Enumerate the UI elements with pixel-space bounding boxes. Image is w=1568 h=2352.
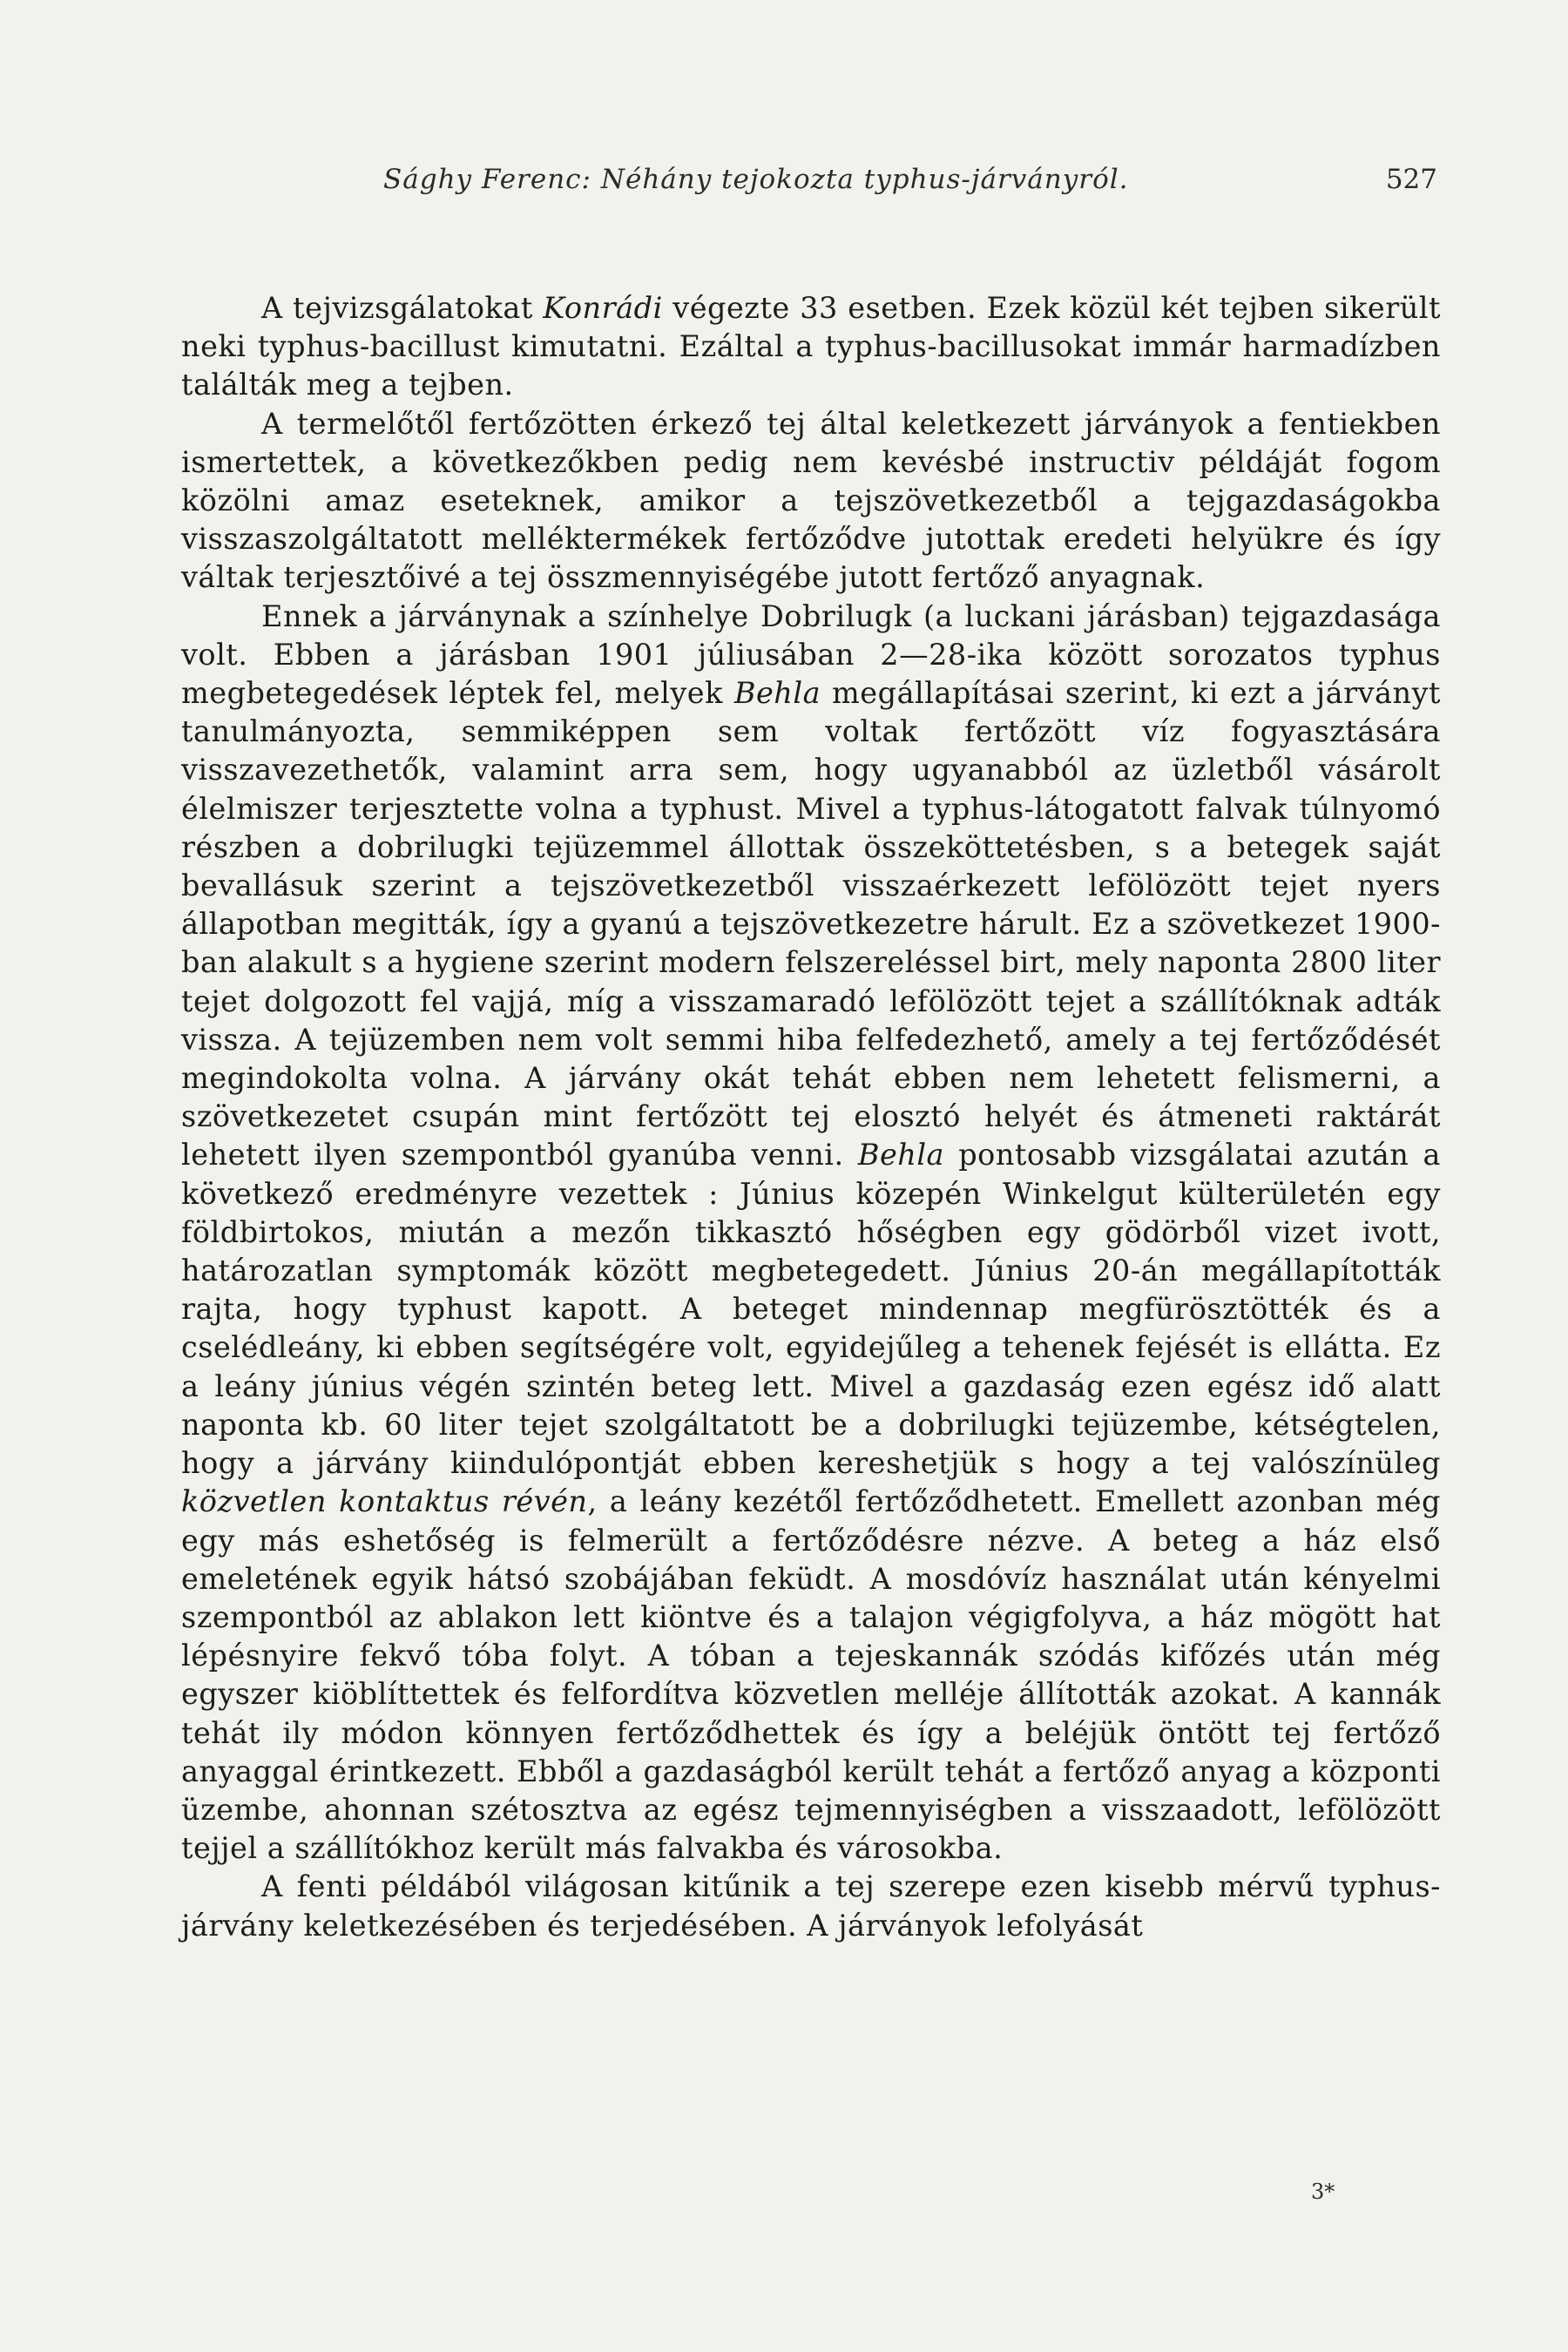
text-run: A termelőtől fertőzötten érkező tej által keletkezett járványok a fentiekben ismertettek, a következőkben pedig nem kevésbé instructiv példáját fogom közölni amaz eseteknek, amikor a tejszövetkezetből a tejgazdaságokba visszaszolgáltatott melléktermékek fertőződve jutottak eredeti helyükre és így váltak terjesztőivé a tej összmennyiségébe jutott fertőző anyagnak. [181, 406, 1441, 595]
text-run: , a leány kezétől fertőződhetett. Emellett azonban még egy más eshetőség is felmerült a fertőződésre nézve. A beteg a ház első emeletének egyik hátsó szobájában feküdt. A mosdóvíz használat után kényelmi szempontból az ablakon lett kiöntve és a talajon végigfolyva, a ház mögött hat lépésnyire fekvő tóba folyt. A tóban a tejeskannák szódás kifőzés után még egyszer kiöblíttettek és felfordítva közvetlen melléje állították azokat. A kannák tehát ily módon könnyen fertőződhettek és így a beléjük öntött tej fertőző anyaggal érintkezett. Ebből a gazdaságból került tehát a fertőző anyag a központi üzembe, ahonnan szétosztva az egész tejmennyiségben a visszaadott, lefölözött tejjel a szállítókhoz került más falvakba és városokba. [181, 1484, 1441, 1866]
paragraph [181, 405, 1441, 598]
paragraph [181, 598, 1441, 1869]
body-text [181, 289, 1441, 1945]
paragraph [181, 289, 1441, 405]
text-run: A tejvizsgálatokat [261, 291, 544, 325]
page-number: 527 [1385, 164, 1437, 195]
page-header [183, 164, 1437, 199]
italic-name: Behla [733, 676, 821, 711]
paragraph [181, 1868, 1441, 1944]
text-run: megállapításai szerint, ki ezt a járványt tanulmányozta, semmiképpen sem voltak fertőzött víz fogyasztására visszavezethetők, valamint arra sem, hogy ugyanabból az üzletből vásárolt élelmiszer terjesztette volna a typhust. Mivel a typhus-látogatott falvak túlnyomó részben a dobrilugki tejüzemmel állottak összeköttetésben, s a betegek saját bevallásuk szerint a tejszövetkezetből visszaérkezett lefölözött tejet nyers állapotban megitták, így a gyanú a tejszövetkezetre hárult. Ez a szövetkezet 1900-ban alakult s a hygiene szerint modern felszereléssel birt, mely naponta 2800 liter tejet dolgozott fel vajjá, míg a visszamaradó lefölözött tejet a szállítóknak adták vissza. A tejüzemben nem volt semmi hiba felfedezhető, amely a tej fertőződését megindokolta volna. A járvány okát tehát ebben nem lehetett felismerni, a szövetkezetet csupán mint fertőzött tej elosztó helyét és átmeneti raktárát lehetett ilyen szempontból gyanúba venni. [181, 676, 1441, 1173]
running-title: Sághy Ferenc: Néhány tejokozta typhus-járványról. [383, 164, 1129, 195]
italic-name: Konrádi [543, 291, 663, 325]
signature-mark: 3* [1311, 2180, 1335, 2204]
italic-name: Behla [857, 1138, 945, 1173]
text-run: Ennek a járványnak a színhelye Dobrilugk (a luckani járásban) tejgazdasága volt. Ebben a járásban 1901 júliusában 2—28-ika között sorozatos typhus megbetegedések léptek fel, melyek [181, 598, 1441, 711]
italic-name: közvetlen kontaktus révén [181, 1484, 588, 1519]
text-run: végezte 33 esetben. Ezek közül két tejben sikerült neki typhus-bacillust kimutatni. Ezáltal a typhus-bacillusokat immár harmadízben találták meg a tejben. [181, 291, 1441, 402]
text-run: A fenti példából világosan kitűnik a tej szerepe ezen kisebb mérvű typhus-járvány keletkezésében és terjedésében. A járványok lefolyását [181, 1869, 1441, 1943]
text-run: pontosabb vizsgálatai azután a következő eredményre vezettek : Június közepén Winkelgut külterületén egy földbirtokos, miután a mezőn tikkasztó hőségben egy gödörből vizet ivott, határozatlan symptomák között megbetegedett. Június 20-án megállapították rajta, hogy typhust kapott. A beteget mindennap megfürösztötték és a cselédleány, ki ebben segítségére volt, egyidejűleg a tehenek fejését is ellátta. Ez a leány június végén szintén beteg lett. Mivel a gazdaság ezen egész idő alatt naponta kb. 60 liter tejet szolgáltatott be a dobrilugki tejüzembe, kétségtelen, hogy a járvány kiindulópontját ebben kereshetjük s hogy a tej valószínüleg [181, 1138, 1441, 1481]
